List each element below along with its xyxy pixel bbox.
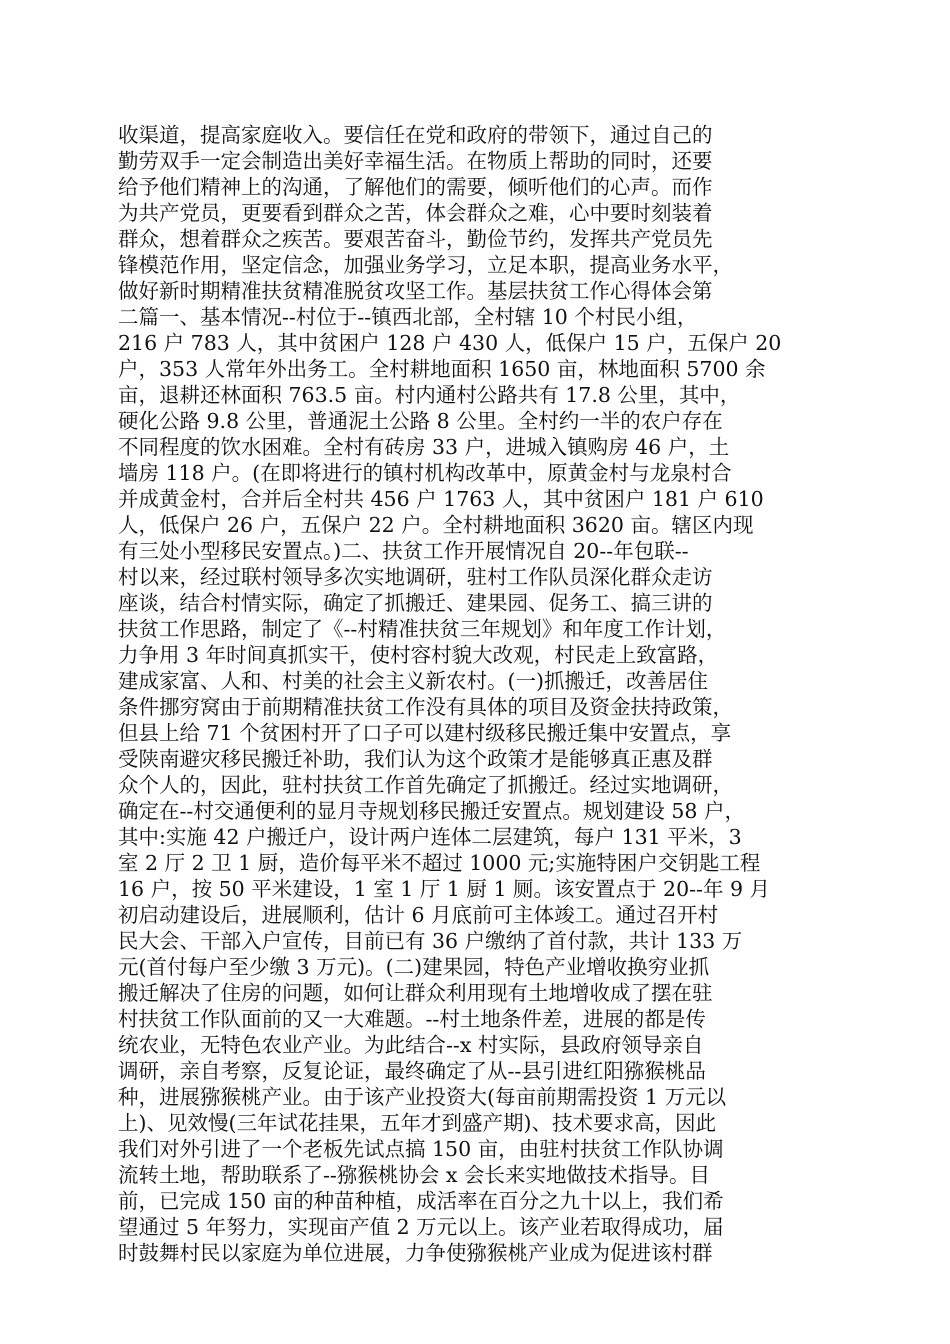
text-line: 流转土地，帮助联系了--猕猴桃协会 x 会长来实地做技术指导。目 bbox=[118, 1163, 710, 1187]
text-line: 亩，退耕还林面积 763.5 亩。村内通村公路共有 17.8 公里，其中， bbox=[118, 383, 741, 407]
text-line: 元(首付每户至少缴 3 万元)。(二)建果园，特色产业增收换穷业抓 bbox=[118, 955, 710, 979]
text-line: 力争用 3 年时间真抓实干，使村容村貌大改观，村民走上致富路， bbox=[118, 643, 719, 667]
text-line: 统农业，无特色农业产业。为此结合--x 村实际，县政府领导亲自 bbox=[118, 1033, 704, 1057]
text-line: 室 2 厅 2 卫 1 厨，造价每平米不超过 1000 元;实施特困户交钥匙工程 bbox=[118, 851, 761, 875]
text-line: 16 户，按 50 平米建设，1 室 1 厅 1 厨 1 厕。该安置点于 20--年 9 月 bbox=[118, 877, 771, 901]
text-line: 时鼓舞村民以家庭为单位进展，力争使猕猴桃产业成为促进该村群 bbox=[118, 1241, 713, 1265]
text-line: 众个人的，因此，驻村扶贫工作首先确定了抓搬迁。经过实地调研， bbox=[118, 773, 733, 797]
text-line: 216 户 783 人，其中贫困户 128 户 430 人，低保户 15 户，五保户 20 bbox=[118, 331, 782, 355]
text-line: 扶贫工作思路，制定了《--村精准扶贫三年规划》和年度工作计划， bbox=[118, 617, 727, 641]
text-line: 上)、见效慢(三年试花挂果，五年才到盛产期)、技术要求高，因此 bbox=[118, 1111, 716, 1135]
text-line: 硬化公路 9.8 公里，普通泥土公路 8 公里。全村约一半的农户存在 bbox=[118, 409, 723, 433]
text-line: 调研，亲自考察，反复论证，最终确定了从--县引进红阳猕猴桃品 bbox=[118, 1059, 706, 1083]
text-line: 民大会、干部入户宣传，目前已有 36 户缴纳了首付款，共计 133 万 bbox=[118, 929, 743, 953]
text-line: 不同程度的饮水困难。全村有砖房 33 户，进城入镇购房 46 户，土 bbox=[118, 435, 730, 459]
text-line: 给予他们精神上的沟通，了解他们的需要，倾听他们的心声。而作 bbox=[118, 175, 713, 199]
text-line: 收渠道，提高家庭收入。要信任在党和政府的带领下，通过自己的 bbox=[118, 123, 713, 147]
text-line: 建成家富、人和、村美的社会主义新农村。(一)抓搬迁，改善居住 bbox=[118, 669, 708, 693]
text-line: 前，已完成 150 亩的种苗种植，成活率在百分之九十以上，我们希 bbox=[118, 1189, 724, 1213]
text-line: 村扶贫工作队面前的又一大难题。--村土地条件差，进展的都是传 bbox=[118, 1007, 706, 1031]
text-line: 但县上给 71 个贫困村开了口子可以建村级移民搬迁集中安置点，享 bbox=[118, 721, 732, 745]
text-line: 人，低保户 26 户，五保户 22 户。全村耕地面积 3620 亩。辖区内现 bbox=[118, 513, 754, 537]
text-line: 我们对外引进了一个老板先试点搞 150 亩，由驻村扶贫工作队协调 bbox=[118, 1137, 724, 1161]
text-line: 做好新时期精准扶贫精准脱贫攻坚工作。基层扶贫工作心得体会第 bbox=[118, 279, 713, 303]
text-line: 群众，想着群众之疾苦。要艰苦奋斗，勤俭节约，发挥共产党员先 bbox=[118, 227, 713, 251]
text-line: 村以来，经过联村领导多次实地调研，驻村工作队员深化群众走访 bbox=[118, 565, 713, 589]
text-line: 条件挪穷窝由于前期精准扶贫工作没有具体的项目及资金扶持政策， bbox=[118, 695, 733, 719]
text-line: 有三处小型移民安置点。)二、扶贫工作开展情况自 20--年包联-- bbox=[118, 539, 689, 563]
text-line: 勤劳双手一定会制造出美好幸福生活。在物质上帮助的同时，还要 bbox=[118, 149, 713, 173]
text-line: 搬迁解决了住房的问题，如何让群众利用现有土地增收成了摆在驻 bbox=[118, 981, 713, 1005]
text-line: 锋模范作用，坚定信念，加强业务学习，立足本职，提高业务水平， bbox=[118, 253, 733, 277]
text-line: 其中:实施 42 户搬迁户，设计两户连体二层建筑，每户 131 平米，3 bbox=[118, 825, 742, 849]
text-line: 初启动建设后，进展顺利，估计 6 月底前可主体竣工。通过召开村 bbox=[118, 903, 719, 927]
text-line: 户，353 人常年外出务工。全村耕地面积 1650 亩，林地面积 5700 余 bbox=[118, 357, 766, 381]
text-line: 二篇一、基本情况--村位于--镇西北部，全村辖 10 个村民小组， bbox=[118, 305, 698, 329]
text-line: 确定在--村交通便利的显月寺规划移民搬迁安置点。规划建设 58 户， bbox=[118, 799, 745, 823]
text-line: 墙房 118 户。(在即将进行的镇村机构改革中，原黄金村与龙泉村合 bbox=[118, 461, 732, 485]
text-line: 座谈，结合村情实际，确定了抓搬迁、建果园、促务工、搞三讲的 bbox=[118, 591, 713, 615]
text-line: 并成黄金村，合并后全村共 456 户 1763 人，其中贫困户 181 户 610 bbox=[118, 487, 764, 511]
text-line: 种，进展猕猴桃产业。由于该产业投资大(每亩前期需投资 1 万元以 bbox=[118, 1085, 727, 1109]
text-line: 受陕南避灾移民搬迁补助，我们认为这个政策才是能够真正惠及群 bbox=[118, 747, 713, 771]
text-line: 望通过 5 年努力，实现亩产值 2 万元以上。该产业若取得成功，届 bbox=[118, 1215, 724, 1239]
text-line: 为共产党员，更要看到群众之苦，体会群众之难，心中要时刻装着 bbox=[118, 201, 713, 225]
body-text bbox=[118, 122, 836, 1266]
